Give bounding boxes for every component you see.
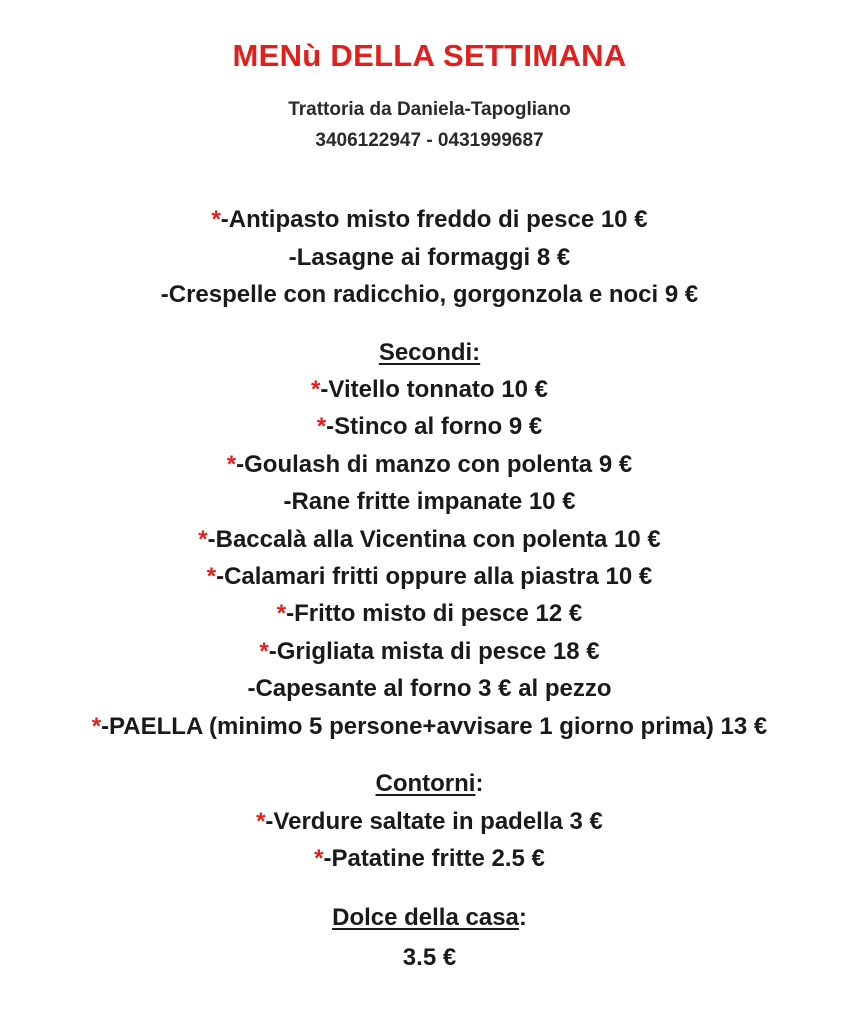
star-marker: * xyxy=(256,808,266,835)
menu-item xyxy=(0,675,859,703)
section-heading-text: Contorni xyxy=(375,770,476,797)
star-marker: * xyxy=(226,451,237,478)
menu-item xyxy=(0,376,859,404)
section-heading-secondi xyxy=(0,339,859,367)
menu-item xyxy=(0,845,859,873)
dessert-price: 3.5 € xyxy=(402,944,457,971)
menu-item-text: -Verdure saltate in padella 3 € xyxy=(265,808,603,835)
menu-item xyxy=(0,526,859,554)
star-marker: * xyxy=(198,526,208,553)
menu-item xyxy=(0,488,859,516)
star-marker: * xyxy=(211,206,221,233)
menu-item-text: -PAELLA (minimo 5 persone+avvisare 1 giorno prima) 13 € xyxy=(101,713,768,740)
heading-colon: : xyxy=(518,904,527,931)
section-heading-contorni xyxy=(0,770,859,798)
menu-item-text: -Rane fritte impanate 10 € xyxy=(283,488,576,515)
heading-colon: : xyxy=(475,770,484,797)
menu-item xyxy=(0,281,859,309)
menu-item-text: -Calamari fritti oppure alla piastra 10 € xyxy=(216,563,653,590)
menu-item-text: -Lasagne ai formaggi 8 € xyxy=(288,244,571,271)
menu-item-text: -Grigliata mista di pesce 18 € xyxy=(268,638,600,665)
menu-item xyxy=(0,206,859,234)
menu-item xyxy=(0,808,859,836)
menu-item xyxy=(0,713,859,741)
phone-numbers: 3406122947 - 0431999687 xyxy=(315,130,544,151)
star-marker: * xyxy=(311,376,321,403)
star-marker: * xyxy=(276,600,287,627)
restaurant-name: Trattoria da Daniela-Tapogliano xyxy=(288,99,571,120)
star-marker: * xyxy=(259,638,269,665)
menu-item xyxy=(0,244,859,272)
menu-item xyxy=(0,600,859,628)
menu-item xyxy=(0,451,859,479)
menu-item-text: -Vitello tonnato 10 € xyxy=(320,376,548,403)
section-heading-text: Dolce della casa xyxy=(332,904,519,931)
menu-item-text: -Stinco al forno 9 € xyxy=(326,413,543,440)
menu-item-text: -Antipasto misto freddo di pesce 10 € xyxy=(220,206,648,233)
menu-item-text: -Capesante al forno 3 € al pezzo xyxy=(247,675,612,702)
menu-item-text: -Patatine fritte 2.5 € xyxy=(323,845,545,872)
menu-item-text: -Baccalà alla Vicentina con polenta 10 € xyxy=(207,526,661,553)
menu-item-text: -Crespelle con radicchio, gorgonzola e noci 9 € xyxy=(160,281,699,308)
star-marker: * xyxy=(316,413,327,440)
star-marker: * xyxy=(314,845,324,872)
menu-item xyxy=(0,638,859,666)
menu-item xyxy=(0,413,859,441)
menu-title: MENù DELLA SETTIMANA xyxy=(232,38,627,73)
star-marker: * xyxy=(206,563,217,590)
menu-item-text: -Goulash di manzo con polenta 9 € xyxy=(236,451,633,478)
section-heading-dolce xyxy=(0,904,859,932)
star-marker: * xyxy=(91,713,102,740)
menu-item xyxy=(0,563,859,591)
section-heading-text: Secondi: xyxy=(378,339,481,366)
menu-item-text: -Fritto misto di pesce 12 € xyxy=(286,600,583,627)
